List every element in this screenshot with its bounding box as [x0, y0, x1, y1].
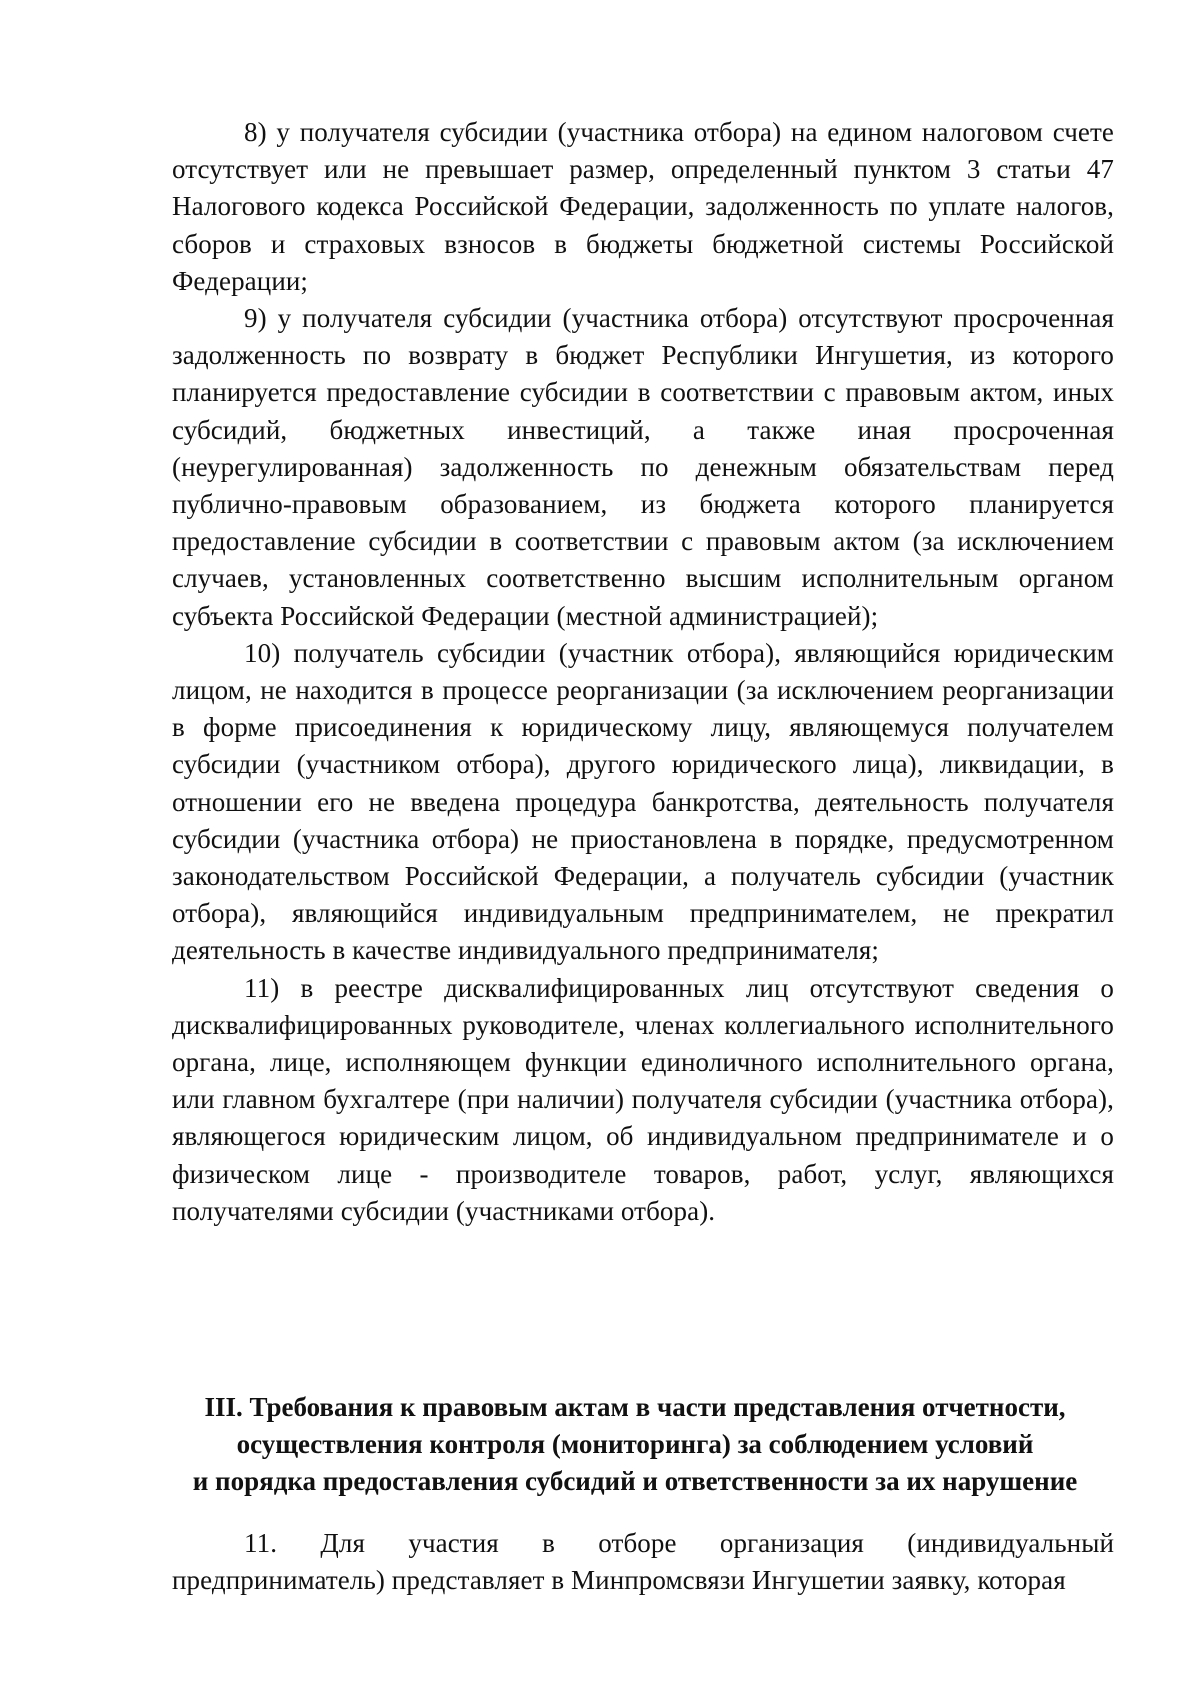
condition-paragraph-8: 8) у получателя субсидии (участника отбора) на едином налоговом счете отсутствует или не превышает размер, определенный пунктом 3 статьи 47 Налогового кодекса Российской Федерации, задолженность по уплате налогов, сборов и страховых взносов в бюджеты бюджетной системы Российской Федерации; — [172, 117, 1114, 296]
conditions-list — [172, 114, 1114, 1230]
section-heading-line-1: III. Требования к правовым актам в части представления отчетности, — [204, 1392, 1066, 1422]
condition-paragraph-11: 11) в реестре дисквалифицированных лиц отсутствуют сведения о дисквалифицированных руководителе, членах коллегиального исполнительного органа, лице, исполняющем функции единоличного исполнительного органа, или главном бухгалтере (при наличии) получателя субсидии (участника отбора), являющегося юридическим лицом, об индивидуальном предпринимателе и о физическом лице - производителе товаров, работ, услуг, являющихся получателями субсидии (участниками отбора). — [172, 972, 1114, 1226]
section-heading-line-2: осуществления контроля (мониторинга) за соблюдением условий — [236, 1429, 1034, 1459]
section-heading-line-3: и порядка предоставления субсидий и ответственности за их нарушение — [192, 1466, 1078, 1496]
condition-paragraph-10: 10) получатель субсидии (участник отбора), являющийся юридическим лицом, не находится в процессе реорганизации (за исключением реорганизации в форме присоединения к юридическому лицу, являющемуся получателем субсидии (участником отбора), другого юридического лица), ликвидации, в отношении его не введена процедура банкротства, деятельность получателя субсидии (участника отбора) не приостановлена в порядке, предусмотренном законодательством Российской Федерации, а получатель субсидии (участник отбора), являющийся индивидуальным предпринимателем, не прекратил деятельность в качестве индивидуального предпринимателя; — [172, 637, 1114, 966]
section-paragraph-11: 11. Для участия в отборе организация (индивидуальный предприниматель) представляет в Минпромсвязи Ингушетии заявку, которая — [172, 1528, 1114, 1596]
section-body — [172, 1525, 1114, 1599]
condition-paragraph-9: 9) у получателя субсидии (участника отбора) отсутствуют просроченная задолженность по возврату в бюджет Республики Ингушетия, из которого планируется предоставление субсидии в соответствии с правовым актом, иных субсидий, бюджетных инвестиций, а также иная просроченная (неурегулированная) задолженность по денежным обязательствам перед публично-правовым образованием, из бюджета которого планируется предоставление субсидии в соответствии с правовым актом (за исключением случаев, установленных соответственно высшим исполнительным органом субъекта Российской Федерации (местной администрацией); — [172, 303, 1114, 631]
section-heading — [150, 1389, 1120, 1500]
